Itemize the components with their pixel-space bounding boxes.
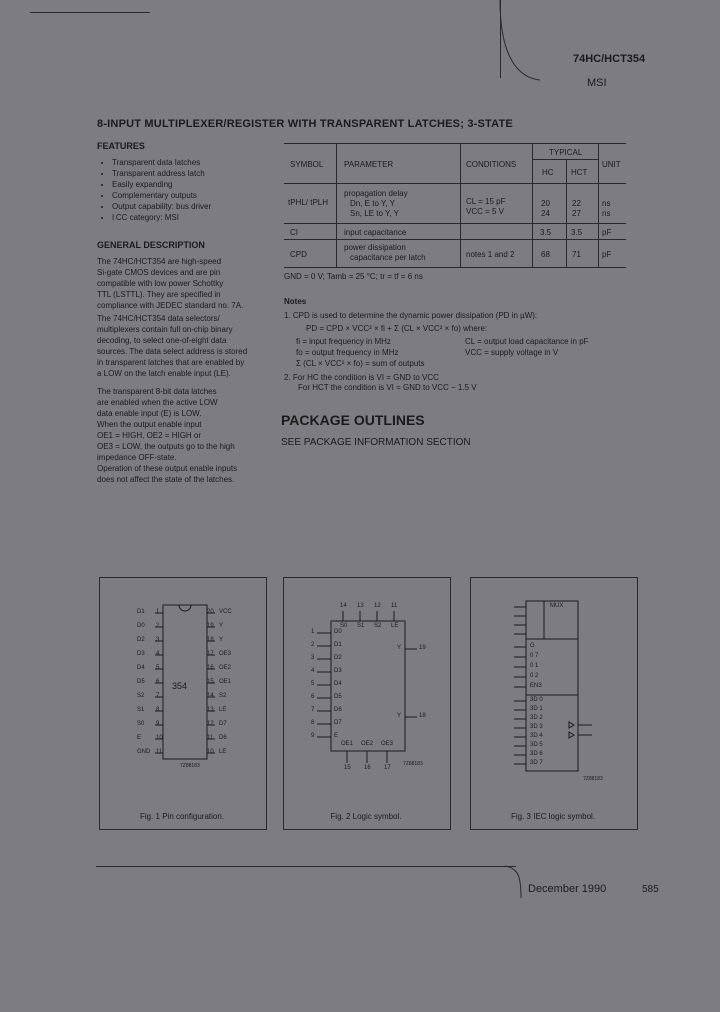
fig3-caption: Fig. 3 IEC logic symbol. — [510, 812, 596, 821]
fig1-right-pin-number: 12 — [207, 721, 214, 727]
features-list — [98, 157, 211, 223]
row3-cond: notes 1 and 2 — [466, 250, 515, 259]
fig2-top-pin-name: S0 — [340, 623, 348, 629]
fig3-data-label: 3D 4 — [530, 733, 543, 739]
fig1-right-pin-name: LE — [219, 707, 227, 713]
fig1-right-pin-name: Y — [219, 623, 224, 629]
fig1-right-pin-name: S2 — [219, 693, 227, 699]
row3-symbol: CPD — [290, 250, 307, 259]
fig1-left-pin-name: D1 — [137, 609, 145, 615]
fig1-left-pin-number: 10 — [156, 735, 163, 741]
fig3-block-label: 0 1 — [530, 663, 539, 669]
note-2a: 2. For HC the condition is VI = GND to VCC — [284, 373, 439, 382]
fig1-left-pin-number: 8 — [156, 707, 160, 713]
fig2-left-pin-name: D2 — [334, 655, 342, 661]
feature-item: • Complementary outputs — [112, 190, 211, 201]
fig1-left-pin-number: 2 — [156, 623, 160, 629]
feature-item: • Transparent data latches — [112, 157, 211, 168]
package-subtitle: SEE PACKAGE INFORMATION SECTION — [281, 437, 471, 448]
fig2-bottom-pin-name: OE1 — [341, 741, 354, 747]
table-footnote: GND = 0 V; Tamb = 25 °C; tr = tf = 6 ns — [284, 272, 423, 281]
spec-table — [284, 143, 626, 268]
row2-unit: pF — [602, 228, 612, 237]
fig1-right-pin-number: 14 — [207, 693, 214, 699]
fig2-left-pin-name: D7 — [334, 720, 342, 726]
fig2-bottom-pin-number: 17 — [384, 765, 391, 771]
row1-hct: 22 — [572, 199, 581, 208]
row3-param: power dissipation — [344, 243, 406, 252]
fig1-right-pin-number: 13 — [207, 707, 214, 713]
fig2-top-pin-number: 14 — [340, 603, 347, 609]
row1-cond: VCC = 5 V — [466, 207, 505, 216]
fig2-left-pin-name: D0 — [334, 629, 342, 635]
fig3-data-label: 3D 1 — [530, 706, 543, 712]
row1-hc: 20 — [541, 199, 550, 208]
row2-hct: 3.5 — [571, 228, 583, 237]
page-number: 585 — [642, 884, 659, 895]
fig1-left-pin-name: GND — [137, 749, 151, 755]
fig2-left-pin-number: 6 — [311, 694, 315, 700]
fig1-right-pin-number: 17 — [207, 651, 214, 657]
fig3-data-label: 3D 3 — [530, 724, 543, 730]
fig1-left-pin-number: 11 — [156, 749, 163, 755]
feature-item: • Easily expanding — [112, 179, 211, 190]
fig2-code: 7Z88183 — [403, 761, 423, 767]
fig2-top-pin-number: 11 — [391, 603, 398, 609]
note-def: CL = output load capacitance in pF — [465, 337, 589, 346]
row2-symbol: CI — [290, 228, 298, 237]
fig1-right-pin-name: VCC — [219, 609, 232, 615]
notes-heading: Notes — [284, 297, 307, 306]
fig3-mux-label: MUX — [550, 603, 564, 609]
row1-hc: 24 — [541, 209, 550, 218]
fig3-data-label: 3D 0 — [530, 697, 543, 703]
fig2-left-pin-name: D6 — [334, 707, 342, 713]
fig1-caption: Fig. 1 Pin configuration. — [139, 812, 225, 821]
fig2-left-pin-name: D3 — [334, 668, 342, 674]
fig2-bottom-pin-number: 15 — [344, 765, 351, 771]
row1-unit: ns — [602, 209, 611, 218]
fig2-top-pin-name: S2 — [374, 623, 382, 629]
fig2-top-pin-name: S1 — [357, 623, 365, 629]
fig3-code: 7Z88183 — [583, 776, 603, 782]
col-unit: UNIT — [602, 160, 621, 169]
fig2-top-pin-number: 13 — [357, 603, 364, 609]
fig2-left-pin-number: 8 — [311, 720, 315, 726]
row3-param: capacitance per latch — [350, 253, 426, 262]
fig1-right-pin-name: OE3 — [219, 651, 232, 657]
fig2-left-pin-name: D5 — [334, 694, 342, 700]
fig3-block-label: EN3 — [530, 683, 542, 689]
general-para-3: The transparent 8-bit data latches are enabled when the active LOW data enable input (E) is LOW. When the output enable input OE1 = HIGH, OE2 = HIGH or OE3 = LOW, the outputs go to the high impedance OFF-state. Operation of these output enable inputs does not affect the state of the latches. — [97, 387, 238, 484]
fig1-left-pin-name: S1 — [137, 707, 145, 713]
feature-item: • Output capability: bus driver — [112, 201, 211, 212]
note-def: fo = output frequency in MHz — [296, 348, 399, 357]
fig1-left-pin-name: D3 — [137, 651, 145, 657]
row3-hc: 68 — [541, 250, 550, 259]
note-def: VCC = supply voltage in V — [465, 348, 559, 357]
page-title: 8-INPUT MULTIPLEXER/REGISTER WITH TRANSPARENT LATCHES; 3-STATE — [97, 118, 513, 130]
fig2-output-number: 19 — [419, 645, 426, 651]
note-def: fi = input frequency in MHz — [296, 337, 391, 346]
fig1-left-pin-name: E — [137, 735, 142, 741]
note-formula: PD = CPD × VCC² × fi + Σ (CL × VCC² × fo) where: — [306, 324, 488, 333]
fig1-left-pin-name: D0 — [137, 623, 145, 629]
col-conditions: CONDITIONS — [466, 160, 517, 169]
row3-hct: 71 — [572, 250, 581, 259]
fig1-right-pin-name: OE1 — [219, 679, 232, 685]
feature-item: • Transparent address latch — [112, 168, 211, 179]
fig2-left-pin-name: E — [334, 733, 339, 739]
package-title: PACKAGE OUTLINES — [281, 412, 425, 428]
fig2-left-pin-number: 5 — [311, 681, 315, 687]
fig1-right-pin-name: D6 — [219, 735, 227, 741]
fig2-top-pin-name: LE — [391, 623, 399, 629]
fig2-output-number: 18 — [419, 713, 426, 719]
typical-header: TYPICAL — [549, 148, 583, 157]
fig1-right-pin-number: 18 — [207, 637, 214, 643]
category: MSI — [587, 77, 607, 89]
note-def: Σ (CL × VCC² × fo) = sum of outputs — [296, 359, 425, 368]
col-symbol: SYMBOL — [290, 160, 324, 169]
row2-param: input capacitance — [344, 228, 407, 237]
general-para-1: The 74HC/HCT354 are high-speed Si-gate CMOS devices and are pin compatible with low power Schottky TTL (LSTTL). They are specified in compliance with JEDEC standard no. 7A. — [97, 257, 244, 310]
fig1-right-pin-number: 10 — [207, 749, 214, 755]
general-heading: GENERAL DESCRIPTION — [97, 240, 205, 250]
row1-unit: ns — [602, 199, 611, 208]
fig1-right-pin-number: 19 — [207, 623, 214, 629]
fig3-block-label: 0 7 — [530, 653, 539, 659]
fig2-left-pin-number: 2 — [311, 642, 315, 648]
fig2-left-pin-name: D4 — [334, 681, 342, 687]
row1-symbol: tPHL/ tPLH — [288, 198, 329, 207]
fig2-left-pin-number: 3 — [311, 655, 315, 661]
fig2-left-pin-number: 1 — [311, 629, 315, 635]
fig1-right-pin-number: 20 — [207, 609, 214, 615]
row1-param: Sn, LE to Y, Y — [350, 209, 399, 218]
fig1-left-pin-number: 4 — [156, 651, 160, 657]
fig1-right-pin-number: 16 — [207, 665, 214, 671]
fig1-right-pin-number: 15 — [207, 679, 214, 685]
fig1-left-pin-number: 1 — [156, 609, 160, 615]
fig1-pin-diagram — [99, 577, 265, 828]
row1-hct: 27 — [572, 209, 581, 218]
fig3-iec-symbol — [470, 577, 636, 828]
fig2-caption: Fig. 2 Logic symbol. — [330, 812, 402, 821]
fig2-left-pin-number: 9 — [311, 733, 315, 739]
row3-unit: pF — [602, 250, 612, 259]
note-2b: For HCT the condition is VI = GND to VCC − 1.5 V — [298, 383, 477, 392]
fig1-left-pin-number: 7 — [156, 693, 160, 699]
feature-item: • I CC category: MSI — [112, 212, 211, 223]
fig1-right-pin-name: Y — [219, 637, 224, 643]
fig1-left-pin-name: D2 — [137, 637, 145, 643]
fig2-bottom-pin-number: 16 — [364, 765, 371, 771]
fig1-left-pin-number: 3 — [156, 637, 160, 643]
features-heading: FEATURES — [97, 141, 145, 151]
fig1-right-pin-name: LE — [219, 749, 227, 755]
fig1-left-pin-name: S2 — [137, 693, 145, 699]
header-corner-curve — [490, 0, 550, 90]
fig1-left-pin-number: 5 — [156, 665, 160, 671]
fig2-output-name: Y — [397, 645, 402, 651]
row1-param: Dn, E to Y, Y — [350, 199, 395, 208]
fig3-block-label: 0 2 — [530, 673, 539, 679]
fig3-block-label: G — [530, 643, 535, 649]
col-parameter: PARAMETER — [344, 160, 394, 169]
fig1-left-pin-name: S0 — [137, 721, 145, 727]
fig2-bottom-pin-name: OE2 — [361, 741, 374, 747]
fig3-data-label: 3D 2 — [530, 715, 543, 721]
fig2-output-name: Y — [397, 713, 402, 719]
col-hc: HC — [542, 168, 554, 177]
fig2-logic-symbol — [283, 577, 449, 828]
fig1-right-pin-name: OE2 — [219, 665, 232, 671]
fig2-left-pin-name: D1 — [334, 642, 342, 648]
fig2-left-pin-number: 4 — [311, 668, 315, 674]
general-para-2: The 74HC/HCT354 data selectors/ multiplexers contain full on-chip binary decoding, to select one-of-eight data sources. The data select address is stored in transparent latches that are enabled by a LOW on the latch enable input (LE). — [97, 314, 248, 378]
footer-date: December 1990 — [528, 883, 607, 895]
col-hct: HCT — [571, 168, 588, 177]
fig1-left-pin-number: 6 — [156, 679, 160, 685]
fig3-data-label: 3D 6 — [530, 751, 543, 757]
fig1-right-pin-name: D7 — [219, 721, 227, 727]
row1-param: propagation delay — [344, 189, 408, 198]
fig1-left-pin-name: D5 — [137, 679, 145, 685]
row1-cond: CL = 15 pF — [466, 197, 506, 206]
fig2-left-pin-number: 7 — [311, 707, 315, 713]
note-1: 1. CPD is used to determine the dynamic power dissipation (PD in µW): — [284, 311, 538, 320]
fig1-left-pin-name: D4 — [137, 665, 145, 671]
fig3-data-label: 3D 5 — [530, 742, 543, 748]
fig2-bottom-pin-name: OE3 — [381, 741, 394, 747]
fig1-chip-label: 354 — [172, 681, 188, 691]
part-number: 74HC/HCT354 — [573, 53, 646, 65]
row2-hc: 3.5 — [540, 228, 552, 237]
fig1-right-pin-number: 11 — [207, 735, 214, 741]
fig1-left-pin-number: 9 — [156, 721, 160, 727]
fig1-code: 7Z88183 — [180, 763, 200, 769]
fig3-data-label: 3D 7 — [530, 760, 543, 766]
fig2-top-pin-number: 12 — [374, 603, 381, 609]
